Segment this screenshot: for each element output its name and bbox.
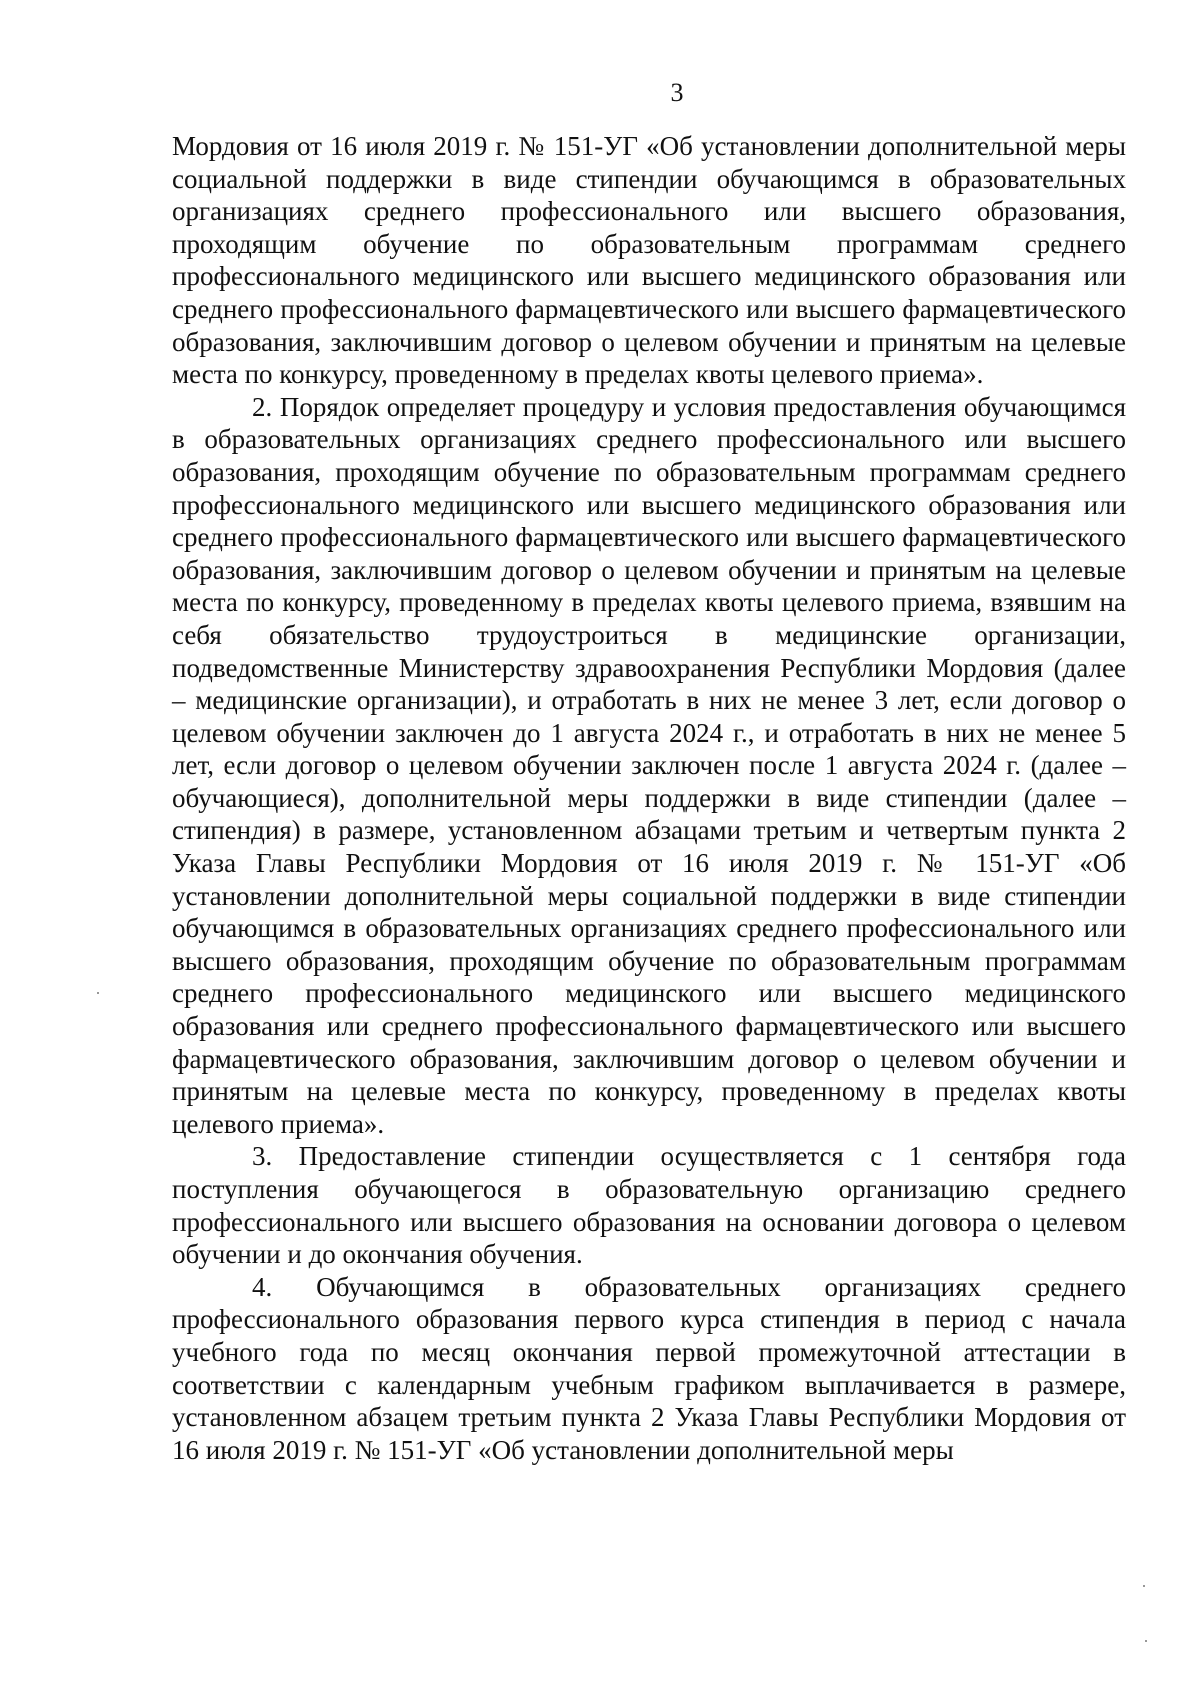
scan-speck xyxy=(97,992,99,994)
paragraph-item-4: 4. Обучающимся в образовательных организациях среднего профессионального образования первого курса стипендия в период с начала учебного года по месяц окончания первой промежуточной аттестации в соответствии с календарным учебным графиком выплачивается в размере, установленном абзацем третьим пункта 2 Указа Главы Республики Мордовия от 16 июля 2019 г. № 151-УГ «Об установлении дополнительной меры xyxy=(172,1271,1126,1465)
scan-speck xyxy=(1143,1585,1145,1587)
paragraph-item-2: 2. Порядок определяет процедуру и условия предоставления обучающимся в образовательных организациях среднего профессионального или высшего образования, проходящим обучение по образовательным программам среднего профессионального медицинского или высшего медицинского образования или среднего профессионального фармацевтического или высшего фармацевтического образования, заключившим договор о целевом обучении и принятым на целевые места по конкурсу, проведенному в пределах квоты целевого приема, взявшим на себя обязательство трудоустроиться в медицинские организации, подведомственные Министерству здравоохранения Республики Мордовия (далее – медицинские организации), и отработать в них не менее 3 лет, если договор о целевом обучении заключен до 1 августа 2024 г., и отработать в них не менее 5 лет, если договор о целевом обучении заключен после 1 августа 2024 г. (далее – обучающиеся), дополнительной меры поддержки в виде стипендии (далее – стипендия) в размере, установленном абзацами третьим и четвертым пункта 2 Указа Главы Республики Мордовия от 16 июля 2019 г. № 151-УГ «Об установлении дополнительной меры социальной поддержки в виде стипендии обучающимся в образовательных организациях среднего профессионального или высшего образования, проходящим обучение по образовательным программам среднего профессионального медицинского или высшего медицинского образования или среднего профессионального фармацевтического или высшего фармацевтического образования, заключившим договор о целевом обучении и принятым на целевые места по конкурсу, проведенному в пределах квоты целевого приема». xyxy=(172,391,1126,1139)
scan-speck xyxy=(1145,1640,1147,1642)
page-number: 3 xyxy=(670,78,684,107)
document-body xyxy=(172,130,1126,1466)
paragraph-item-3: 3. Предоставление стипендии осуществляется с 1 сентября года поступления обучающегося в образовательную организацию среднего профессионального или высшего образования на основании договора о целевом обучении и до окончания обучения. xyxy=(172,1141,1126,1270)
paragraph-continuation: Мордовия от 16 июля 2019 г. № 151-УГ «Об установлении дополнительной меры социальной поддержки в виде стипендии обучающимся в образовательных организациях среднего профессионального или высшего образования, проходящим обучение по образовательным программам среднего профессионального медицинского или высшего медицинского образования или среднего профессионального фармацевтического или высшего фармацевтического образования, заключившим договор о целевом обучении и принятым на целевые места по конкурсу, проведенному в пределах квоты целевого приема». xyxy=(172,131,1126,390)
